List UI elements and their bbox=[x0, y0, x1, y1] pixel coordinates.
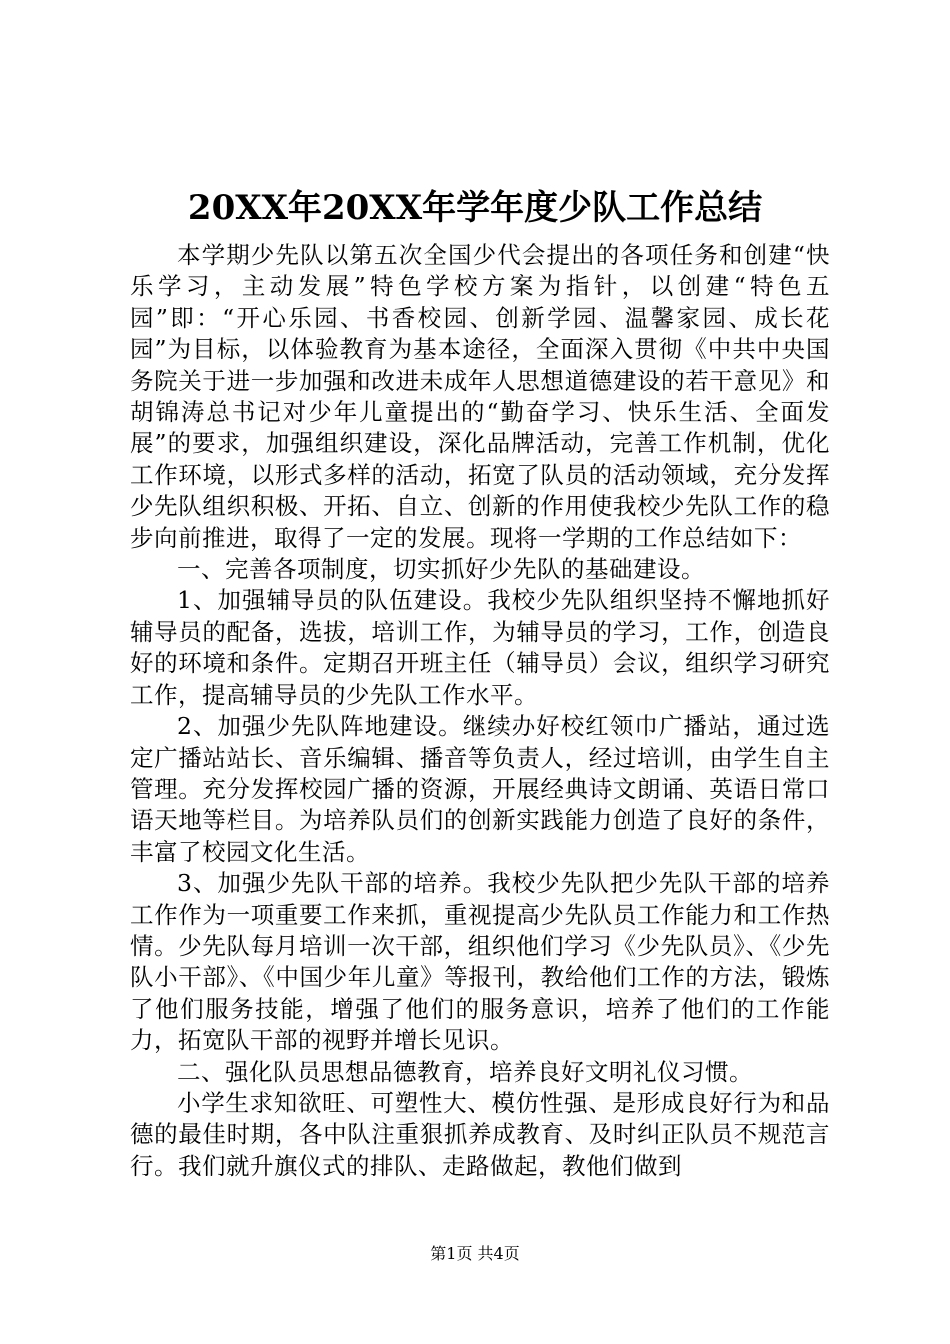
document-body bbox=[130, 240, 830, 1182]
page-footer: 第1页 共4页 bbox=[430, 1244, 520, 1263]
document-title: 20XX年20XX年学年度少队工作总结 bbox=[187, 188, 763, 228]
paragraph-cadre-training: 3、加强少先队干部的培养。我校少先队把少先队干部的培养工作作为一项重要工作来抓，重视提高少先队员工作能力和工作热情。少先队每月培训一次干部，组织他们学习《少先队员》、《少先队小干部》、《中国少年儿童》等报刊，教给他们工作的方法，锻炼了他们服务技能，增强了他们的服务意识，培养了他们的工作能力，拓宽队干部的视野并增长见识。 bbox=[130, 869, 830, 1055]
section-heading-2: 二、强化队员思想品德教育，培养良好文明礼仪习惯。 bbox=[177, 1057, 753, 1086]
section-heading-1: 一、完善各项制度，切实抓好少先队的基础建设。 bbox=[177, 555, 705, 584]
paragraph-intro: 本学期少先队以第五次全国少代会提出的各项任务和创建“快乐学习，主动发展”特色学校方案为指针，以创建“特色五园”即：“开心乐园、书香校园、创新学园、温馨家园、成长花园”为目标，以体验教育为基本途径，全面深入贯彻《中共中央国务院关于进一步加强和改进未成年人思想道德建设的若干意见》和胡锦涛总书记对少年儿童提出的“勤奋学习、快乐生活、全面发展”的要求，加强组织建设，深化品牌活动，完善工作机制，优化工作环境，以形式多样的活动，拓宽了队员的活动领域，充分发挥少先队组织积极、开拓、自立、创新的作用使我校少先队工作的稳步向前推进，取得了一定的发展。现将一学期的工作总结如下： bbox=[130, 241, 830, 552]
paragraph-counselor-team: 1、加强辅导员的队伍建设。我校少先队组织坚持不懈地抓好辅导员的配备，选拔，培训工作，为辅导员的学习，工作，创造良好的环境和条件。定期召开班主任（辅导员）会议，组织学习研究工作，提高辅导员的少先队工作水平。 bbox=[130, 586, 830, 709]
paragraph-moral-education: 小学生求知欲旺、可塑性大、模仿性强、是形成良好行为和品德的最佳时期，各中队注重狠抓养成教育、及时纠正队员不规范言行。我们就升旗仪式的排队、走路做起，教他们做到 bbox=[130, 1088, 830, 1180]
paragraph-position-building: 2、加强少先队阵地建设。继续办好校红领巾广播站，通过选定广播站站长、音乐编辑、播音等负责人，经过培训，由学生自主管理。充分发挥校园广播的资源，开展经典诗文朗诵、英语日常口语天地等栏目。为培养队员们的创新实践能力创造了良好的条件，丰富了校园文化生活。 bbox=[130, 712, 830, 866]
